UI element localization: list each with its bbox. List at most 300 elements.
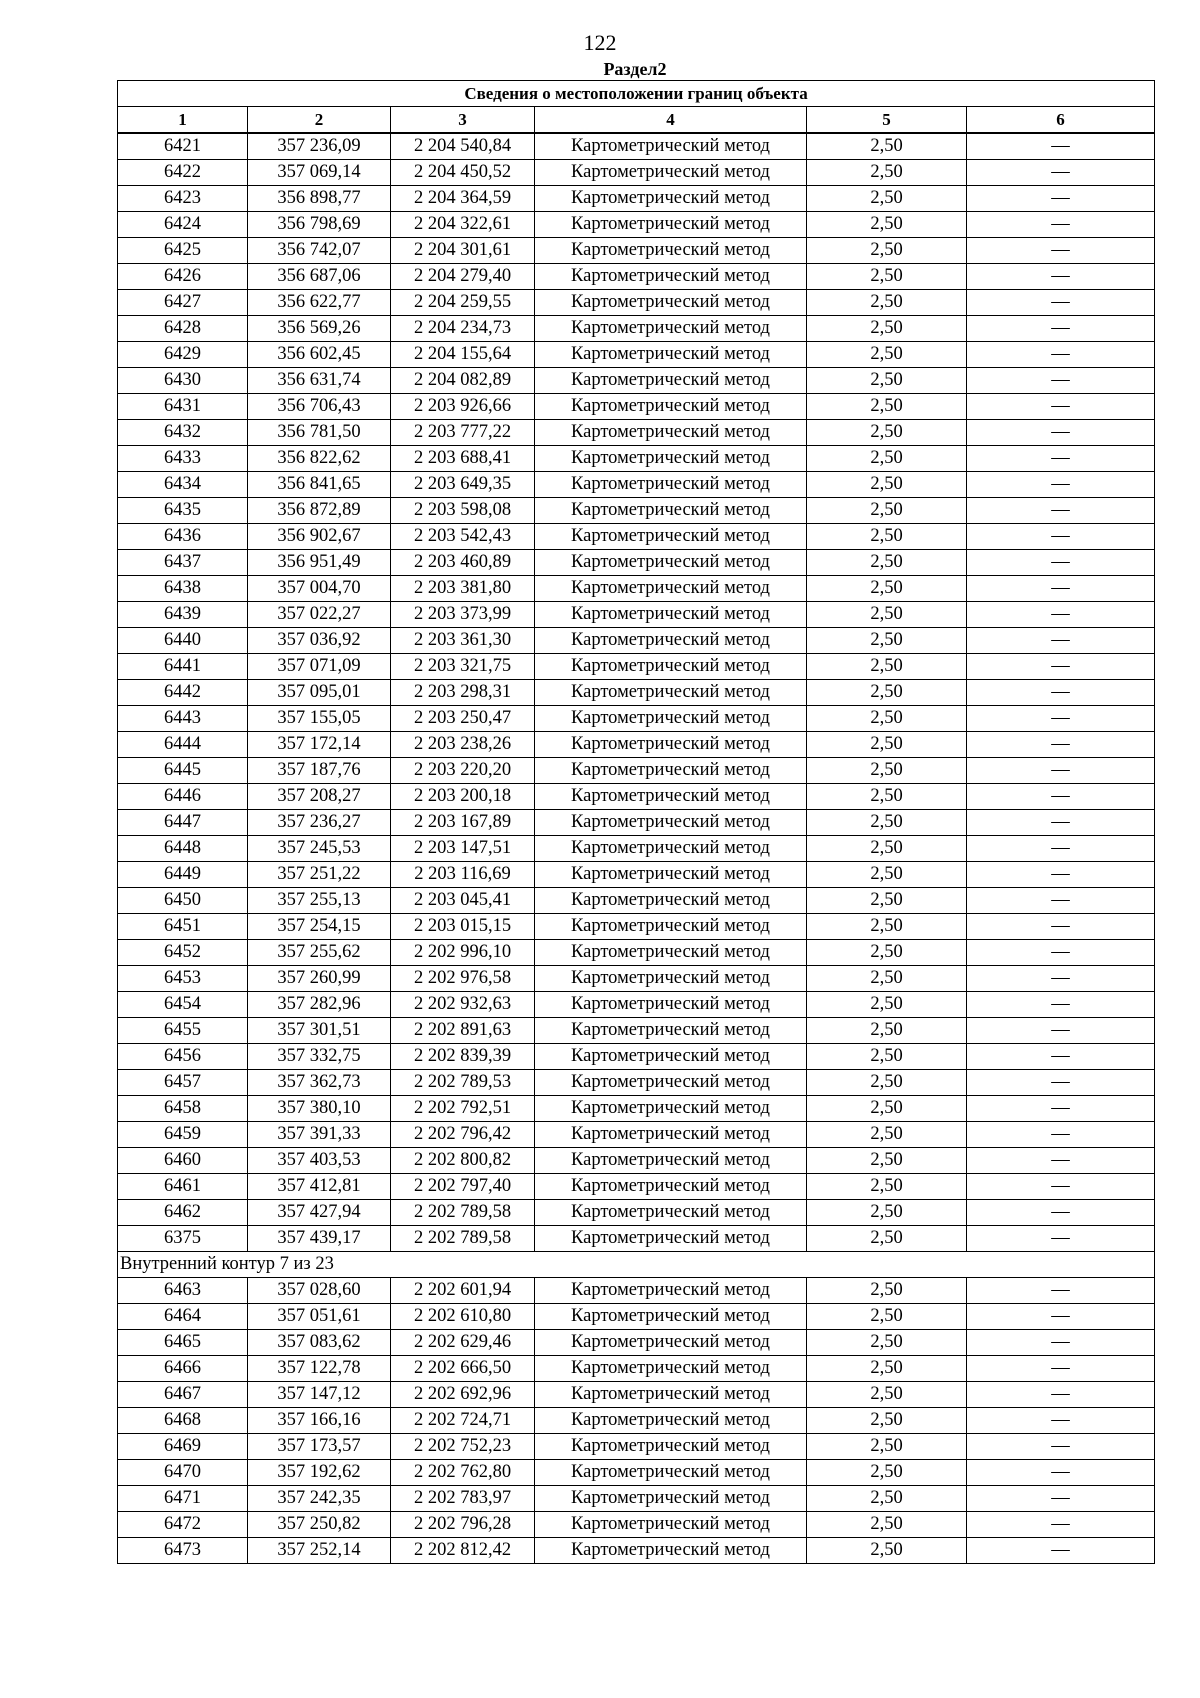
description-cell: — (967, 1382, 1155, 1408)
y-coordinate-cell: 2 204 155,64 (391, 342, 535, 368)
accuracy-cell: 2,50 (807, 238, 967, 264)
point-number-cell: 6435 (118, 498, 248, 524)
y-coordinate-cell: 2 203 250,47 (391, 706, 535, 732)
table-row (118, 446, 1155, 472)
point-number-cell: 6467 (118, 1382, 248, 1408)
y-coordinate-cell: 2 203 238,26 (391, 732, 535, 758)
method-cell: Картометрический метод (535, 576, 807, 602)
table-row (118, 992, 1155, 1018)
column-header-4: 4 (535, 107, 807, 134)
table-row (118, 862, 1155, 888)
method-cell: Картометрический метод (535, 472, 807, 498)
description-cell: — (967, 420, 1155, 446)
x-coordinate-cell: 357 069,14 (248, 160, 391, 186)
method-cell: Картометрический метод (535, 862, 807, 888)
x-coordinate-cell: 357 022,27 (248, 602, 391, 628)
x-coordinate-cell: 357 028,60 (248, 1278, 391, 1304)
method-cell: Картометрический метод (535, 1356, 807, 1382)
x-coordinate-cell: 357 245,53 (248, 836, 391, 862)
x-coordinate-cell: 356 798,69 (248, 212, 391, 238)
point-number-cell: 6438 (118, 576, 248, 602)
y-coordinate-cell: 2 202 932,63 (391, 992, 535, 1018)
y-coordinate-cell: 2 203 147,51 (391, 836, 535, 862)
x-coordinate-cell: 356 898,77 (248, 186, 391, 212)
method-cell: Картометрический метод (535, 1538, 807, 1564)
table-row (118, 160, 1155, 186)
x-coordinate-cell: 356 622,77 (248, 290, 391, 316)
table-row (118, 394, 1155, 420)
x-coordinate-cell: 357 242,35 (248, 1486, 391, 1512)
method-cell: Картометрический метод (535, 758, 807, 784)
y-coordinate-cell: 2 202 797,40 (391, 1174, 535, 1200)
y-coordinate-cell: 2 202 996,10 (391, 940, 535, 966)
x-coordinate-cell: 357 071,09 (248, 654, 391, 680)
table-row (118, 1070, 1155, 1096)
method-cell: Картометрический метод (535, 498, 807, 524)
method-cell: Картометрический метод (535, 186, 807, 212)
method-cell: Картометрический метод (535, 1226, 807, 1252)
accuracy-cell: 2,50 (807, 394, 967, 420)
accuracy-cell: 2,50 (807, 1148, 967, 1174)
method-cell: Картометрический метод (535, 1122, 807, 1148)
description-cell: — (967, 732, 1155, 758)
description-cell: — (967, 1018, 1155, 1044)
method-cell: Картометрический метод (535, 1434, 807, 1460)
x-coordinate-cell: 357 095,01 (248, 680, 391, 706)
x-coordinate-cell: 356 602,45 (248, 342, 391, 368)
table-row (118, 1096, 1155, 1122)
column-header-5: 5 (807, 107, 967, 134)
y-coordinate-cell: 2 203 220,20 (391, 758, 535, 784)
table-row (118, 836, 1155, 862)
method-cell: Картометрический метод (535, 1408, 807, 1434)
table-row (118, 290, 1155, 316)
y-coordinate-cell: 2 202 792,51 (391, 1096, 535, 1122)
table-row (118, 238, 1155, 264)
description-cell: — (967, 1486, 1155, 1512)
y-coordinate-cell: 2 202 796,28 (391, 1512, 535, 1538)
description-cell: — (967, 888, 1155, 914)
y-coordinate-cell: 2 204 322,61 (391, 212, 535, 238)
point-number-cell: 6456 (118, 1044, 248, 1070)
table-row (118, 576, 1155, 602)
accuracy-cell: 2,50 (807, 628, 967, 654)
column-header-6: 6 (967, 107, 1155, 134)
accuracy-cell: 2,50 (807, 524, 967, 550)
accuracy-cell: 2,50 (807, 576, 967, 602)
accuracy-cell: 2,50 (807, 550, 967, 576)
description-cell: — (967, 1096, 1155, 1122)
method-cell: Картометрический метод (535, 1460, 807, 1486)
point-number-cell: 6470 (118, 1460, 248, 1486)
point-number-cell: 6463 (118, 1278, 248, 1304)
description-cell: — (967, 472, 1155, 498)
description-cell: — (967, 1408, 1155, 1434)
accuracy-cell: 2,50 (807, 732, 967, 758)
x-coordinate-cell: 357 412,81 (248, 1174, 391, 1200)
accuracy-cell: 2,50 (807, 1486, 967, 1512)
table-row (118, 654, 1155, 680)
method-cell: Картометрический метод (535, 394, 807, 420)
point-number-cell: 6442 (118, 680, 248, 706)
y-coordinate-cell: 2 202 692,96 (391, 1382, 535, 1408)
table-row (118, 420, 1155, 446)
table-row (118, 1538, 1155, 1564)
accuracy-cell: 2,50 (807, 186, 967, 212)
point-number-cell: 6445 (118, 758, 248, 784)
x-coordinate-cell: 357 251,22 (248, 862, 391, 888)
point-number-cell: 6447 (118, 810, 248, 836)
y-coordinate-cell: 2 203 116,69 (391, 862, 535, 888)
x-coordinate-cell: 356 631,74 (248, 368, 391, 394)
description-cell: — (967, 1512, 1155, 1538)
point-number-cell: 6460 (118, 1148, 248, 1174)
method-cell: Картометрический метод (535, 133, 807, 160)
y-coordinate-cell: 2 202 724,71 (391, 1408, 535, 1434)
table-row (118, 966, 1155, 992)
method-cell: Картометрический метод (535, 784, 807, 810)
y-coordinate-cell: 2 202 666,50 (391, 1356, 535, 1382)
method-cell: Картометрический метод (535, 342, 807, 368)
table-row (118, 914, 1155, 940)
accuracy-cell: 2,50 (807, 706, 967, 732)
accuracy-cell: 2,50 (807, 1460, 967, 1486)
point-number-cell: 6466 (118, 1356, 248, 1382)
accuracy-cell: 2,50 (807, 1304, 967, 1330)
point-number-cell: 6451 (118, 914, 248, 940)
point-number-cell: 6428 (118, 316, 248, 342)
table-row (118, 1512, 1155, 1538)
boundary-coordinates-table (117, 80, 1155, 1564)
accuracy-cell: 2,50 (807, 1356, 967, 1382)
table-row (118, 1330, 1155, 1356)
x-coordinate-cell: 356 742,07 (248, 238, 391, 264)
table-row (118, 1174, 1155, 1200)
column-header-2: 2 (248, 107, 391, 134)
description-cell: — (967, 1330, 1155, 1356)
accuracy-cell: 2,50 (807, 368, 967, 394)
x-coordinate-cell: 356 872,89 (248, 498, 391, 524)
description-cell: — (967, 1460, 1155, 1486)
method-cell: Картометрический метод (535, 316, 807, 342)
description-cell: — (967, 836, 1155, 862)
y-coordinate-cell: 2 202 976,58 (391, 966, 535, 992)
point-number-cell: 6471 (118, 1486, 248, 1512)
table-row (118, 1044, 1155, 1070)
accuracy-cell: 2,50 (807, 1226, 967, 1252)
table-row (118, 1408, 1155, 1434)
point-number-cell: 6443 (118, 706, 248, 732)
y-coordinate-cell: 2 202 629,46 (391, 1330, 535, 1356)
table-row (118, 316, 1155, 342)
y-coordinate-cell: 2 204 279,40 (391, 264, 535, 290)
point-number-cell: 6439 (118, 602, 248, 628)
x-coordinate-cell: 357 254,15 (248, 914, 391, 940)
point-number-cell: 6472 (118, 1512, 248, 1538)
table-row (118, 264, 1155, 290)
table-row (118, 628, 1155, 654)
column-header-1: 1 (118, 107, 248, 134)
x-coordinate-cell: 357 301,51 (248, 1018, 391, 1044)
description-cell: — (967, 342, 1155, 368)
table-row (118, 342, 1155, 368)
point-number-cell: 6375 (118, 1226, 248, 1252)
y-coordinate-cell: 2 204 540,84 (391, 133, 535, 160)
accuracy-cell: 2,50 (807, 1278, 967, 1304)
section-title: Раздел2 (603, 59, 667, 79)
y-coordinate-cell: 2 202 752,23 (391, 1434, 535, 1460)
x-coordinate-cell: 357 332,75 (248, 1044, 391, 1070)
method-cell: Картометрический метод (535, 1174, 807, 1200)
method-cell: Картометрический метод (535, 1200, 807, 1226)
description-cell: — (967, 212, 1155, 238)
table-row (118, 732, 1155, 758)
accuracy-cell: 2,50 (807, 680, 967, 706)
table-row (118, 706, 1155, 732)
accuracy-cell: 2,50 (807, 290, 967, 316)
accuracy-cell: 2,50 (807, 264, 967, 290)
column-header-row (118, 107, 1155, 134)
y-coordinate-cell: 2 202 891,63 (391, 1018, 535, 1044)
y-coordinate-cell: 2 203 321,75 (391, 654, 535, 680)
point-number-cell: 6452 (118, 940, 248, 966)
accuracy-cell: 2,50 (807, 1330, 967, 1356)
point-number-cell: 6444 (118, 732, 248, 758)
y-coordinate-cell: 2 203 045,41 (391, 888, 535, 914)
table-row (118, 472, 1155, 498)
x-coordinate-cell: 357 236,27 (248, 810, 391, 836)
y-coordinate-cell: 2 202 800,82 (391, 1148, 535, 1174)
y-coordinate-cell: 2 202 789,58 (391, 1200, 535, 1226)
accuracy-cell: 2,50 (807, 1408, 967, 1434)
method-cell: Картометрический метод (535, 264, 807, 290)
method-cell: Картометрический метод (535, 524, 807, 550)
y-coordinate-cell: 2 203 361,30 (391, 628, 535, 654)
x-coordinate-cell: 357 236,09 (248, 133, 391, 160)
accuracy-cell: 2,50 (807, 420, 967, 446)
y-coordinate-cell: 2 202 789,53 (391, 1070, 535, 1096)
description-cell: — (967, 160, 1155, 186)
description-cell: — (967, 1122, 1155, 1148)
x-coordinate-cell: 357 172,14 (248, 732, 391, 758)
method-cell: Картометрический метод (535, 1512, 807, 1538)
point-number-cell: 6436 (118, 524, 248, 550)
description-cell: — (967, 758, 1155, 784)
method-cell: Картометрический метод (535, 732, 807, 758)
table-caption: Сведения о местоположении границ объекта (118, 81, 1155, 107)
description-cell: — (967, 706, 1155, 732)
x-coordinate-cell: 357 187,76 (248, 758, 391, 784)
method-cell: Картометрический метод (535, 446, 807, 472)
accuracy-cell: 2,50 (807, 316, 967, 342)
table-row (118, 1226, 1155, 1252)
description-cell: — (967, 394, 1155, 420)
table-row (118, 524, 1155, 550)
y-coordinate-cell: 2 203 200,18 (391, 784, 535, 810)
accuracy-cell: 2,50 (807, 472, 967, 498)
description-cell: — (967, 186, 1155, 212)
point-number-cell: 6434 (118, 472, 248, 498)
x-coordinate-cell: 356 841,65 (248, 472, 391, 498)
point-number-cell: 6448 (118, 836, 248, 862)
x-coordinate-cell: 357 391,33 (248, 1122, 391, 1148)
method-cell: Картометрический метод (535, 628, 807, 654)
method-cell: Картометрический метод (535, 238, 807, 264)
description-cell: — (967, 602, 1155, 628)
table-row (118, 550, 1155, 576)
description-cell: — (967, 1538, 1155, 1564)
accuracy-cell: 2,50 (807, 1200, 967, 1226)
point-number-cell: 6469 (118, 1434, 248, 1460)
accuracy-cell: 2,50 (807, 446, 967, 472)
point-number-cell: 6441 (118, 654, 248, 680)
y-coordinate-cell: 2 203 542,43 (391, 524, 535, 550)
point-number-cell: 6432 (118, 420, 248, 446)
point-number-cell: 6449 (118, 862, 248, 888)
y-coordinate-cell: 2 202 789,58 (391, 1226, 535, 1252)
method-cell: Картометрический метод (535, 1148, 807, 1174)
table-row (118, 784, 1155, 810)
point-number-cell: 6465 (118, 1330, 248, 1356)
x-coordinate-cell: 356 822,62 (248, 446, 391, 472)
description-cell: — (967, 628, 1155, 654)
method-cell: Картометрический метод (535, 706, 807, 732)
accuracy-cell: 2,50 (807, 1382, 967, 1408)
method-cell: Картометрический метод (535, 888, 807, 914)
method-cell: Картометрический метод (535, 1278, 807, 1304)
accuracy-cell: 2,50 (807, 654, 967, 680)
table-row (118, 1200, 1155, 1226)
x-coordinate-cell: 357 260,99 (248, 966, 391, 992)
description-cell: — (967, 264, 1155, 290)
description-cell: — (967, 524, 1155, 550)
y-coordinate-cell: 2 203 926,66 (391, 394, 535, 420)
point-number-cell: 6459 (118, 1122, 248, 1148)
accuracy-cell: 2,50 (807, 1538, 967, 1564)
x-coordinate-cell: 357 250,82 (248, 1512, 391, 1538)
description-cell: — (967, 1434, 1155, 1460)
table-row (118, 1460, 1155, 1486)
method-cell: Картометрический метод (535, 420, 807, 446)
point-number-cell: 6458 (118, 1096, 248, 1122)
point-number-cell: 6457 (118, 1070, 248, 1096)
accuracy-cell: 2,50 (807, 133, 967, 160)
table-row (118, 758, 1155, 784)
accuracy-cell: 2,50 (807, 992, 967, 1018)
point-number-cell: 6430 (118, 368, 248, 394)
x-coordinate-cell: 357 362,73 (248, 1070, 391, 1096)
table-row (118, 1486, 1155, 1512)
description-cell: — (967, 550, 1155, 576)
point-number-cell: 6429 (118, 342, 248, 368)
method-cell: Картометрический метод (535, 368, 807, 394)
description-cell: — (967, 940, 1155, 966)
accuracy-cell: 2,50 (807, 602, 967, 628)
point-number-cell: 6422 (118, 160, 248, 186)
x-coordinate-cell: 357 004,70 (248, 576, 391, 602)
method-cell: Картометрический метод (535, 1044, 807, 1070)
x-coordinate-cell: 357 147,12 (248, 1382, 391, 1408)
method-cell: Картометрический метод (535, 212, 807, 238)
table-row (118, 1434, 1155, 1460)
y-coordinate-cell: 2 202 812,42 (391, 1538, 535, 1564)
point-number-cell: 6431 (118, 394, 248, 420)
y-coordinate-cell: 2 203 373,99 (391, 602, 535, 628)
method-cell: Картометрический метод (535, 290, 807, 316)
point-number-cell: 6425 (118, 238, 248, 264)
point-number-cell: 6454 (118, 992, 248, 1018)
contour-label-row (118, 1252, 1155, 1278)
contour-label: Внутренний контур 7 из 23 (118, 1252, 1155, 1278)
accuracy-cell: 2,50 (807, 914, 967, 940)
accuracy-cell: 2,50 (807, 836, 967, 862)
point-number-cell: 6440 (118, 628, 248, 654)
y-coordinate-cell: 2 203 688,41 (391, 446, 535, 472)
accuracy-cell: 2,50 (807, 940, 967, 966)
description-cell: — (967, 1070, 1155, 1096)
method-cell: Картометрический метод (535, 1486, 807, 1512)
y-coordinate-cell: 2 204 450,52 (391, 160, 535, 186)
y-coordinate-cell: 2 202 839,39 (391, 1044, 535, 1070)
method-cell: Картометрический метод (535, 836, 807, 862)
y-coordinate-cell: 2 204 082,89 (391, 368, 535, 394)
description-cell: — (967, 238, 1155, 264)
table-row (118, 368, 1155, 394)
table-row (118, 186, 1155, 212)
point-number-cell: 6421 (118, 133, 248, 160)
description-cell: — (967, 1226, 1155, 1252)
accuracy-cell: 2,50 (807, 1044, 967, 1070)
description-cell: — (967, 810, 1155, 836)
method-cell: Картометрический метод (535, 160, 807, 186)
x-coordinate-cell: 357 173,57 (248, 1434, 391, 1460)
description-cell: — (967, 784, 1155, 810)
description-cell: — (967, 498, 1155, 524)
description-cell: — (967, 290, 1155, 316)
table-row (118, 498, 1155, 524)
outer-contour-rows (118, 133, 1155, 1252)
x-coordinate-cell: 357 255,62 (248, 940, 391, 966)
table-row (118, 1122, 1155, 1148)
x-coordinate-cell: 356 569,26 (248, 316, 391, 342)
point-number-cell: 6473 (118, 1538, 248, 1564)
y-coordinate-cell: 2 203 598,08 (391, 498, 535, 524)
x-coordinate-cell: 357 208,27 (248, 784, 391, 810)
table-row (118, 602, 1155, 628)
x-coordinate-cell: 356 951,49 (248, 550, 391, 576)
method-cell: Картометрический метод (535, 1330, 807, 1356)
accuracy-cell: 2,50 (807, 758, 967, 784)
description-cell: — (967, 368, 1155, 394)
description-cell: — (967, 446, 1155, 472)
method-cell: Картометрический метод (535, 1070, 807, 1096)
table-row (118, 1018, 1155, 1044)
point-number-cell: 6453 (118, 966, 248, 992)
accuracy-cell: 2,50 (807, 1096, 967, 1122)
point-number-cell: 6433 (118, 446, 248, 472)
table-row (118, 888, 1155, 914)
description-cell: — (967, 1200, 1155, 1226)
point-number-cell: 6427 (118, 290, 248, 316)
x-coordinate-cell: 357 427,94 (248, 1200, 391, 1226)
accuracy-cell: 2,50 (807, 1018, 967, 1044)
table-row (118, 940, 1155, 966)
accuracy-cell: 2,50 (807, 160, 967, 186)
y-coordinate-cell: 2 202 783,97 (391, 1486, 535, 1512)
y-coordinate-cell: 2 203 381,80 (391, 576, 535, 602)
accuracy-cell: 2,50 (807, 888, 967, 914)
method-cell: Картометрический метод (535, 550, 807, 576)
